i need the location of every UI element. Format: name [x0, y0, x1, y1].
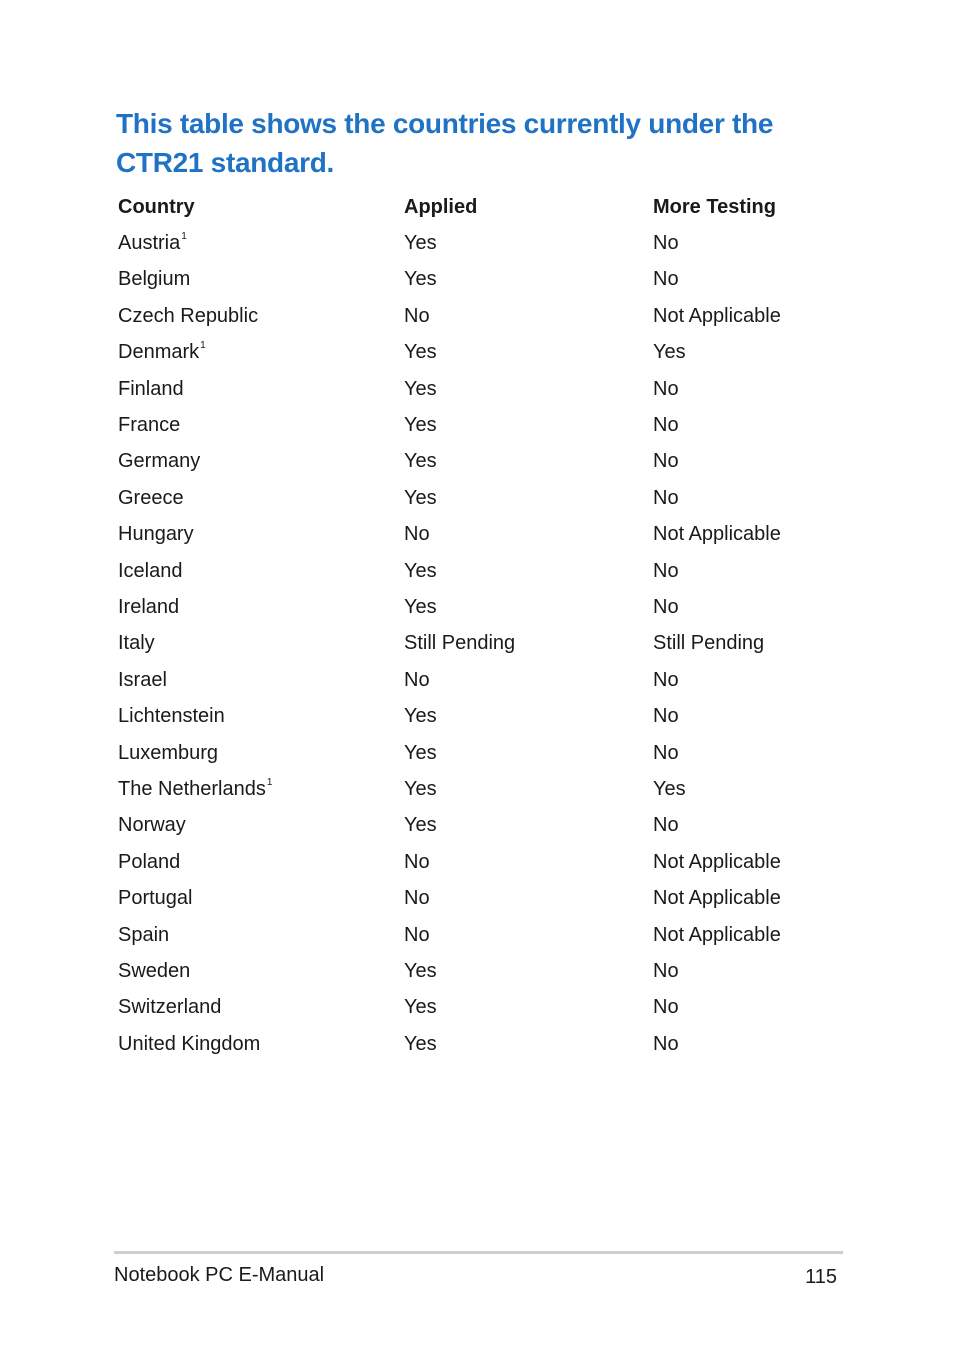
- cell-more-testing: No: [653, 814, 679, 837]
- cell-country: [118, 808, 404, 844]
- cell-country: [118, 917, 404, 953]
- cell-country: [118, 698, 404, 734]
- country-name: Luxemburg: [118, 741, 219, 764]
- cell-applied: Yes: [404, 959, 437, 982]
- cell-applied: Yes: [404, 1032, 437, 1055]
- table-row: [118, 225, 853, 261]
- footnote-marker: 1: [266, 776, 273, 788]
- table-row: [118, 698, 853, 734]
- cell-more-testing: No: [653, 705, 679, 728]
- cell-applied: Yes: [404, 268, 437, 291]
- cell-more-testing: No: [653, 232, 679, 255]
- cell-country: [118, 407, 404, 443]
- country-name: The Netherlands: [118, 777, 266, 800]
- country-name: Denmark: [118, 341, 200, 364]
- cell-country: [118, 517, 404, 553]
- cell-more-testing: Not Applicable: [653, 523, 781, 546]
- table-row: [118, 589, 853, 625]
- country-name: United Kingdom: [118, 1032, 261, 1055]
- cell-applied: No: [404, 304, 430, 327]
- cell-more-testing: Yes: [653, 777, 686, 800]
- table-row: [118, 953, 853, 989]
- footer-manual-title: Notebook PC E-Manual: [114, 1264, 325, 1286]
- cell-more-testing: No: [653, 268, 679, 291]
- country-name: Hungary: [118, 523, 194, 546]
- country-name: Sweden: [118, 959, 191, 982]
- country-name: Germany: [118, 450, 201, 473]
- cell-country: [118, 553, 404, 589]
- cell-country: [118, 735, 404, 771]
- footnote-marker: 1: [181, 231, 187, 243]
- cell-country: [118, 771, 404, 807]
- cell-country: [118, 335, 404, 371]
- table-row: [118, 335, 853, 371]
- cell-country: [118, 480, 404, 516]
- footer-divider: [114, 1251, 843, 1254]
- country-name: France: [118, 414, 181, 437]
- table-row: [118, 917, 853, 953]
- cell-applied: Yes: [404, 777, 437, 800]
- cell-applied: Yes: [404, 232, 437, 255]
- country-name: Spain: [118, 923, 170, 946]
- cell-applied: Yes: [404, 377, 437, 400]
- cell-more-testing: No: [653, 414, 679, 437]
- cell-more-testing: No: [653, 1032, 679, 1055]
- cell-country: [118, 990, 404, 1026]
- table-row: [118, 407, 853, 443]
- cell-applied: No: [404, 523, 430, 546]
- table-row: [118, 808, 853, 844]
- table-row: [118, 626, 853, 662]
- country-name: Austria: [118, 232, 181, 255]
- cell-more-testing: Not Applicable: [653, 887, 781, 910]
- cell-applied: Yes: [404, 341, 437, 364]
- cell-country: [118, 371, 404, 407]
- table-body: [118, 225, 853, 1062]
- cell-more-testing: No: [653, 450, 679, 473]
- cell-applied: No: [404, 887, 430, 910]
- country-name: Greece: [118, 486, 184, 509]
- table-row: [118, 444, 853, 480]
- column-header-more-testing: More Testing: [653, 195, 776, 218]
- table-row: [118, 480, 853, 516]
- cell-more-testing: Yes: [653, 341, 686, 364]
- table-row: [118, 844, 853, 880]
- cell-country: [118, 444, 404, 480]
- cell-country: [118, 1026, 404, 1062]
- cell-applied: No: [404, 668, 430, 691]
- cell-more-testing: No: [653, 486, 679, 509]
- cell-more-testing: Still Pending: [653, 632, 765, 655]
- table-row: [118, 990, 853, 1026]
- cell-applied: Still Pending: [404, 632, 516, 655]
- cell-country: [118, 262, 404, 298]
- cell-country: [118, 298, 404, 334]
- page-heading: This table shows the countries currently under the CTR21 standard.: [116, 108, 774, 178]
- table-row: [118, 771, 853, 807]
- table-header-row: [118, 189, 853, 225]
- cell-applied: Yes: [404, 414, 437, 437]
- cell-more-testing: No: [653, 959, 679, 982]
- cell-country: [118, 626, 404, 662]
- cell-applied: No: [404, 923, 430, 946]
- column-header-applied: Applied: [404, 195, 478, 218]
- cell-country: [118, 589, 404, 625]
- country-name: Iceland: [118, 559, 183, 582]
- country-name: Czech Republic: [118, 304, 259, 327]
- country-name: Italy: [118, 632, 155, 655]
- table-row: [118, 517, 853, 553]
- column-header-country: Country: [118, 195, 195, 218]
- table-row: [118, 298, 853, 334]
- cell-applied: Yes: [404, 741, 437, 764]
- country-name: Belgium: [118, 268, 191, 291]
- cell-country: [118, 225, 404, 261]
- country-name: Ireland: [118, 595, 180, 618]
- cell-more-testing: Not Applicable: [653, 304, 781, 327]
- cell-more-testing: No: [653, 668, 679, 691]
- country-name: Switzerland: [118, 996, 222, 1019]
- footnote-marker: 1: [200, 340, 206, 352]
- country-name: Poland: [118, 850, 181, 873]
- cell-more-testing: No: [653, 377, 679, 400]
- cell-applied: Yes: [404, 450, 437, 473]
- country-name: Finland: [118, 377, 184, 400]
- country-name: Norway: [118, 814, 186, 837]
- cell-applied: No: [404, 850, 430, 873]
- cell-more-testing: No: [653, 741, 679, 764]
- cell-applied: Yes: [404, 705, 437, 728]
- country-name: Israel: [118, 668, 167, 691]
- table-row: [118, 553, 853, 589]
- cell-more-testing: No: [653, 996, 679, 1019]
- cell-country: [118, 662, 404, 698]
- cell-more-testing: Not Applicable: [653, 923, 781, 946]
- cell-applied: Yes: [404, 486, 437, 509]
- page-number: 115: [805, 1266, 837, 1288]
- table-row: [118, 371, 853, 407]
- table-row: [118, 662, 853, 698]
- table-row: [118, 1026, 853, 1062]
- ctr21-countries-table: [118, 189, 853, 1062]
- cell-more-testing: No: [653, 595, 679, 618]
- country-name: Portugal: [118, 887, 193, 910]
- cell-applied: Yes: [404, 559, 437, 582]
- table-row: [118, 735, 853, 771]
- table-row: [118, 880, 853, 916]
- cell-applied: Yes: [404, 595, 437, 618]
- country-name: Lichtenstein: [118, 705, 225, 728]
- cell-more-testing: Not Applicable: [653, 850, 781, 873]
- cell-country: [118, 844, 404, 880]
- cell-country: [118, 953, 404, 989]
- table-row: [118, 262, 853, 298]
- cell-applied: Yes: [404, 814, 437, 837]
- cell-country: [118, 880, 404, 916]
- cell-more-testing: No: [653, 559, 679, 582]
- cell-applied: Yes: [404, 996, 437, 1019]
